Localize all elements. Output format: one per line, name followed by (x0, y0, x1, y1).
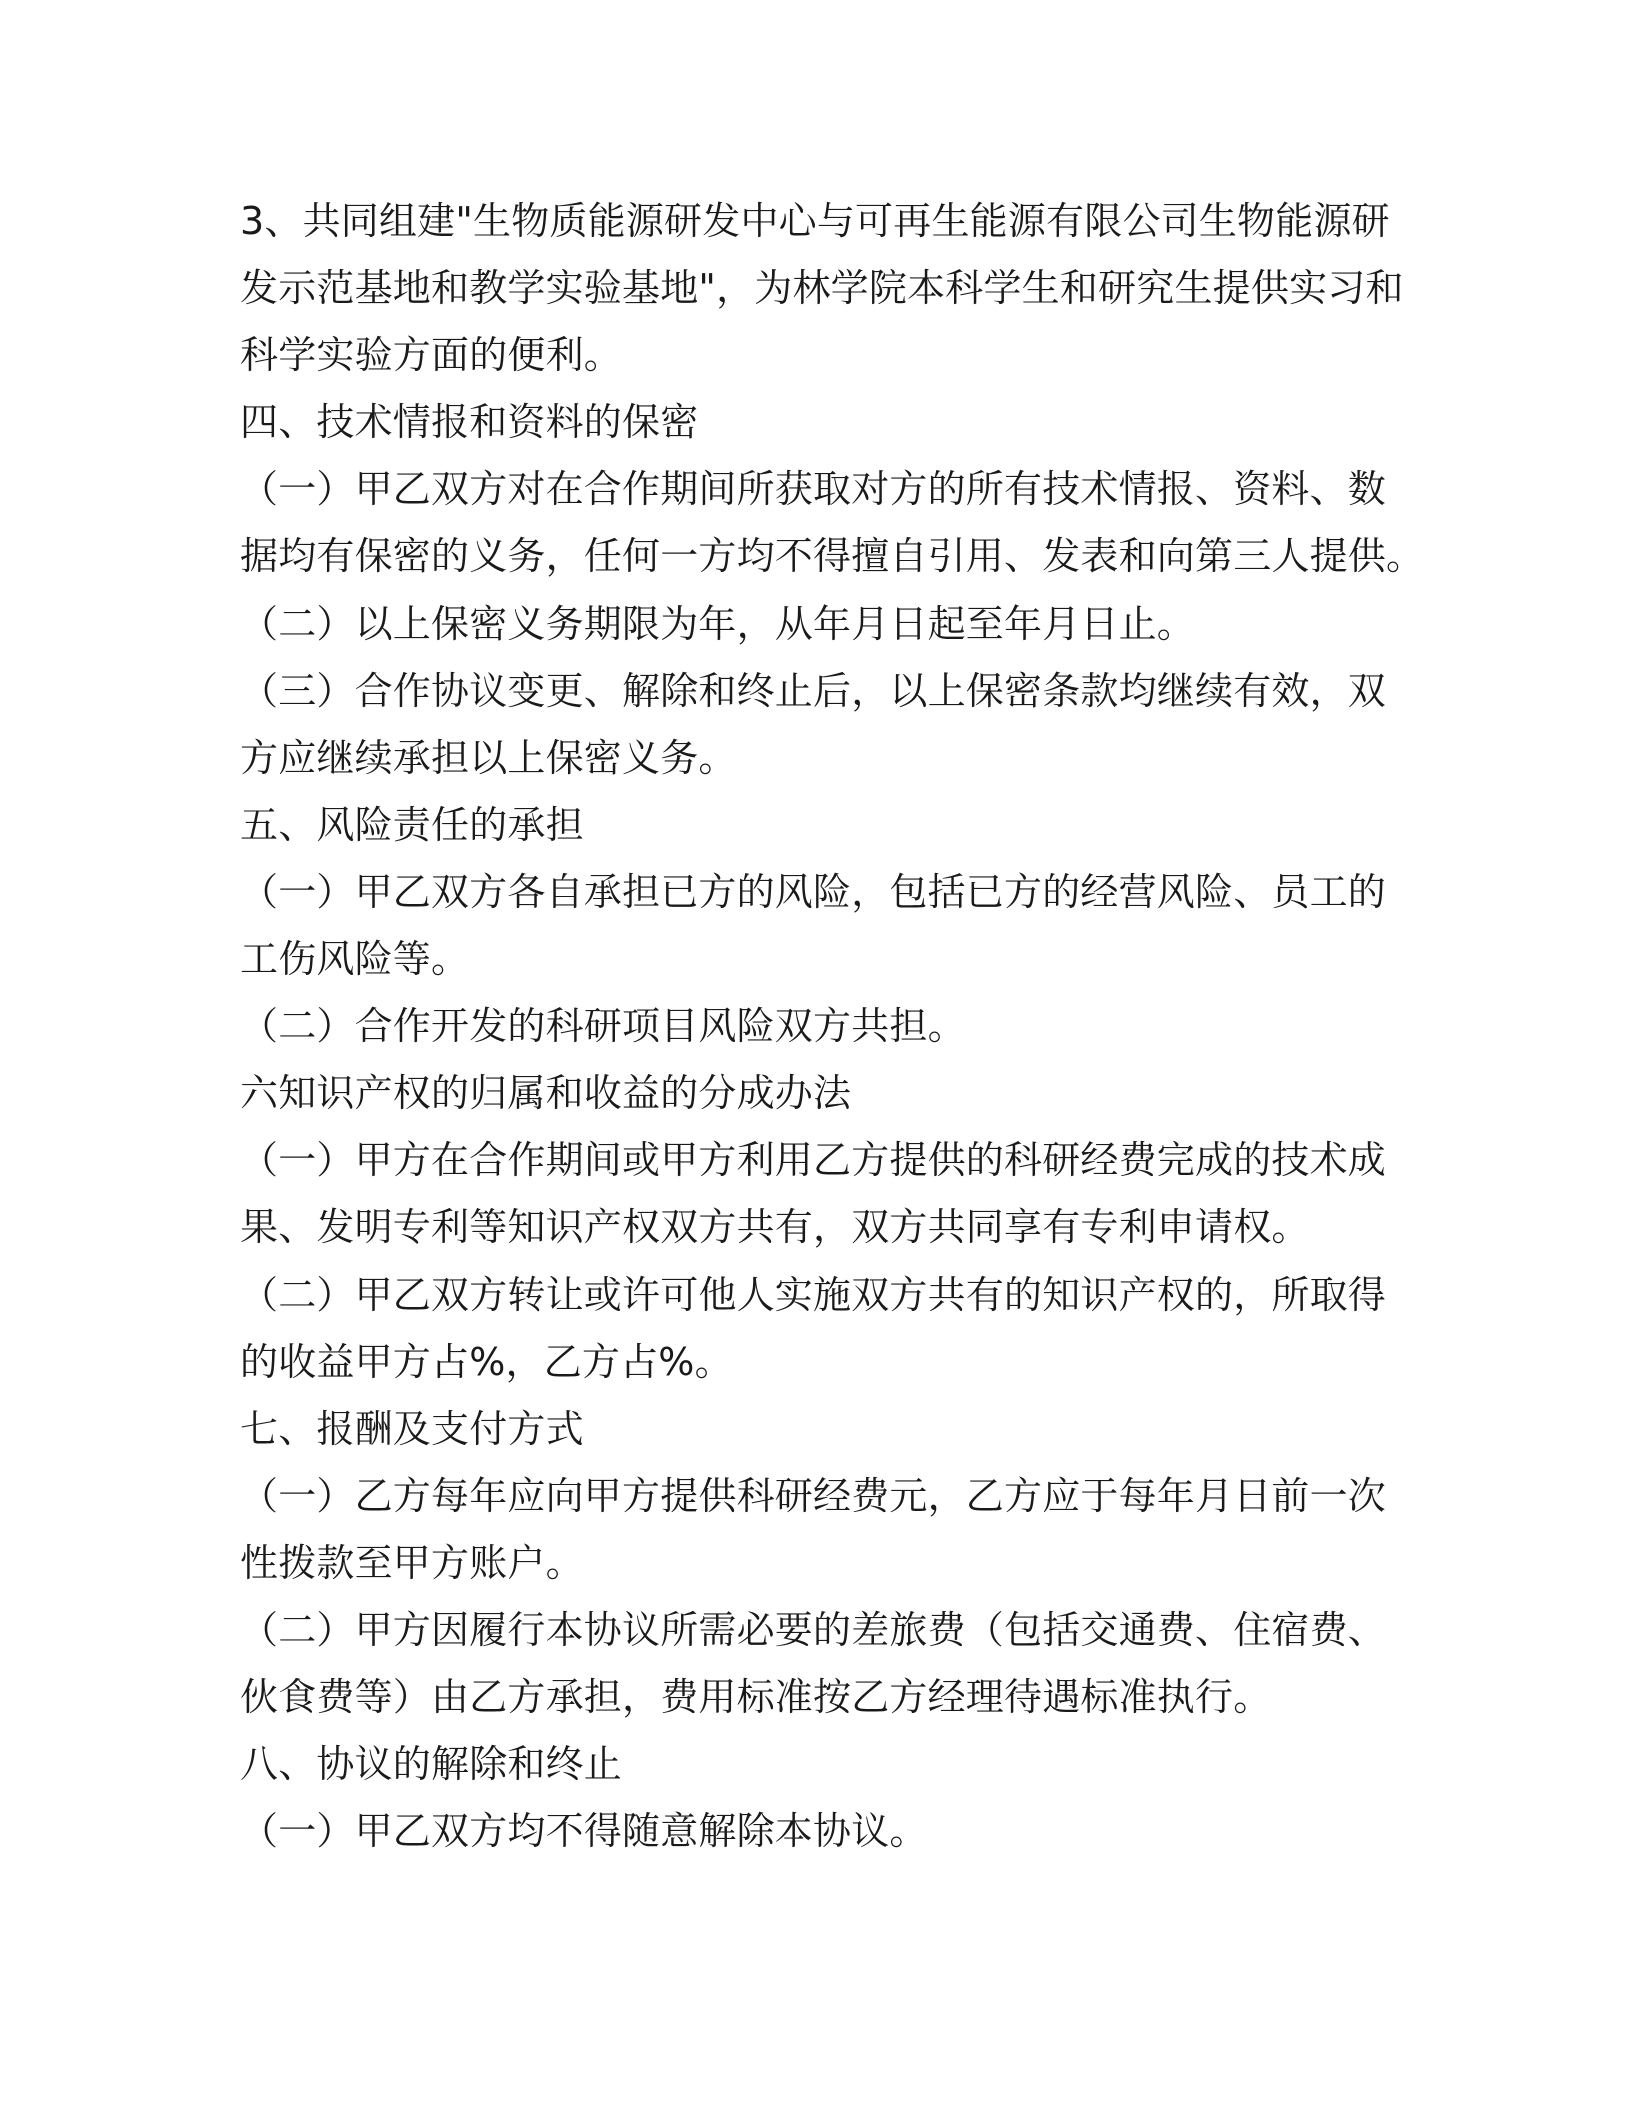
body-line: （二）甲乙双方转让或许可他人实施双方共有的知识产权的，所取得 (240, 1272, 1387, 1317)
section-heading: 四、技术情报和资料的保密 (240, 400, 699, 445)
body-line: 性拨款至甲方账户。 (240, 1540, 584, 1585)
body-line: （二）以上保密义务期限为年，从年月日起至年月日止。 (240, 601, 1196, 646)
body-line: 发示范基地和教学实验基地"，为林学院本科学生和研究生提供实习和 (240, 266, 1404, 311)
body-line: 的收益甲方占%，乙方占%。 (240, 1339, 733, 1384)
section-heading: 六知识产权的归属和收益的分成办法 (240, 1071, 852, 1116)
body-line: （一）甲乙双方各自承担已方的风险，包括已方的经营风险、员工的 (240, 869, 1387, 914)
body-line: 伙食费等）由乙方承担，费用标准按乙方经理待遇标准执行。 (240, 1675, 1272, 1720)
body-line: （一）甲乙双方对在合作期间所获取对方的所有技术情报、资料、数 (240, 467, 1387, 512)
body-line: 3、共同组建"生物质能源研发中心与可再生能源有限公司生物能源研 (240, 199, 1390, 243)
body-line: （一）甲乙双方均不得随意解除本协议。 (240, 1809, 928, 1854)
body-line: （一）甲方在合作期间或甲方利用乙方提供的科研经费完成的技术成 (240, 1138, 1387, 1183)
body-line: 方应继续承担以上保密义务。 (240, 735, 737, 780)
body-line: （三）合作协议变更、解除和终止后，以上保密条款均继续有效，双 (240, 668, 1387, 713)
document-body (240, 188, 1425, 1865)
section-heading: 七、报酬及支付方式 (240, 1406, 584, 1451)
body-line: 科学实验方面的便利。 (240, 333, 623, 378)
body-line: 果、发明专利等知识产权双方共有，双方共同享有专利申请权。 (240, 1205, 1310, 1250)
body-line: 工伤风险等。 (240, 937, 470, 982)
body-line: （二）合作开发的科研项目风险双方共担。 (240, 1004, 966, 1049)
section-heading: 八、协议的解除和终止 (240, 1742, 623, 1787)
body-line: （一）乙方每年应向甲方提供科研经费元，乙方应于每年月日前一次 (240, 1473, 1387, 1518)
body-line: 据均有保密的义务，任何一方均不得擅自引用、发表和向第三人提供。 (240, 534, 1425, 579)
body-line: （二）甲方因履行本协议所需必要的差旅费（包括交通费、住宿费、 (240, 1607, 1387, 1652)
section-heading: 五、风险责任的承担 (240, 802, 584, 847)
